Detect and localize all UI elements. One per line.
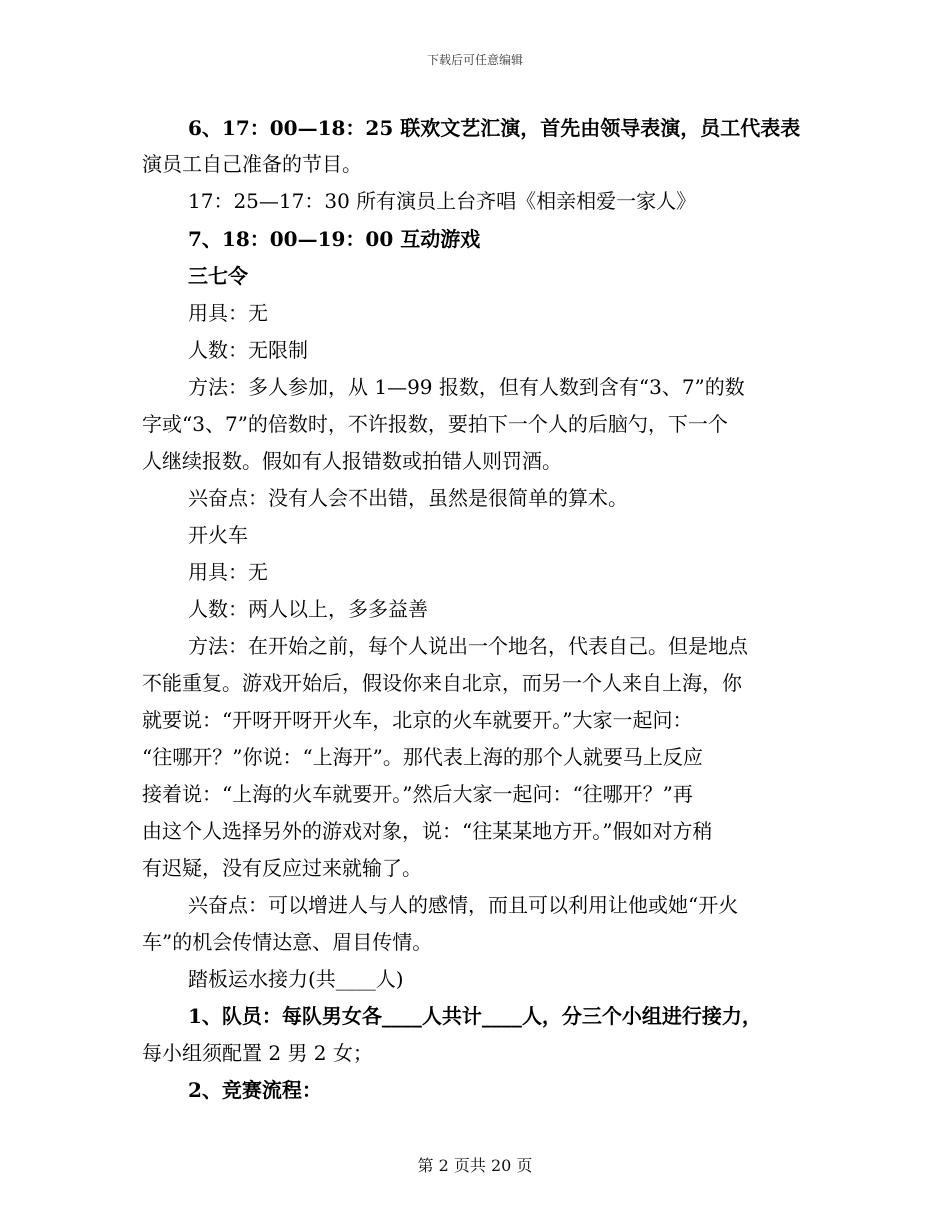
section-heading-sanqiling: 三七令 <box>188 264 248 288</box>
paragraph-line: 用具：无 <box>188 560 268 584</box>
page-header: 下载后可任意编辑 <box>426 53 523 67</box>
paragraph-line: 每小组须配置 2 男 2 女； <box>142 1041 373 1065</box>
paragraph-line: 方法：在开始之前，每个人说出一个地名，代表自己。但是地点 <box>188 634 748 658</box>
paragraph-line: 兴奋点：没有人会不出错，虽然是很简单的算术。 <box>188 486 628 510</box>
section-heading-kaihuoche: 开火车 <box>188 523 248 547</box>
paragraph-line: 人数：无限制 <box>188 338 308 362</box>
paragraph-line: 不能重复。游戏开始后，假设你来自北京，而另一个人来自上海，你 <box>142 671 742 695</box>
paragraph-line: 就要说：“开呀开呀开火车，北京的火车就要开。”大家一起问： <box>142 708 693 732</box>
paragraph-line: 有迟疑，没有反应过来就输了。 <box>142 856 422 880</box>
list-item-1: 1、队员：每队男女各____人共计____人，分三个小组进行接力， <box>188 1004 762 1028</box>
paragraph-line: 接着说：“上海的火车就要开。”然后大家一起问：“往哪开？”再 <box>142 782 693 806</box>
paragraph-line: 车”的机会传情达意、眉目传情。 <box>142 930 433 954</box>
section-heading-relay: 踏板运水接力(共____人) <box>188 967 404 991</box>
paragraph-line: 人继续报数。假如有人报错数或拍错人则罚酒。 <box>142 449 562 473</box>
paragraph-line: 17：25—17：30 所有演员上台齐唱《相亲相爱一家人》 <box>188 189 697 213</box>
paragraph-line: 人数：两人以上，多多益善 <box>188 597 428 621</box>
list-item-2: 2、竞赛流程： <box>188 1078 322 1102</box>
paragraph-line: 方法：多人参加，从 1—99 报数，但有人数到含有“3、7”的数 <box>188 375 745 399</box>
paragraph-line: 字或“3、7”的倍数时，不许报数，要拍下一个人的后脑勺，下一个 <box>142 412 728 436</box>
paragraph-line: 用具：无 <box>188 301 268 325</box>
paragraph-line: “往哪开？”你说：“上海开”。那代表上海的那个人就要马上反应 <box>142 745 703 769</box>
program-item-6: 6、17：00—18：25 联欢文艺汇演，首先由领导表演，员工代表表 <box>188 116 801 140</box>
program-item-7: 7、18：00—19：00 互动游戏 <box>188 227 481 251</box>
page-footer: 第 2 页共 20 页 <box>417 1156 533 1175</box>
paragraph-line: 演员工自己准备的节目。 <box>142 152 362 176</box>
paragraph-line: 兴奋点：可以增进人与人的感情，而且可以利用让他或她“开火 <box>188 893 739 917</box>
paragraph-line: 由这个人选择另外的游戏对象，说：“往某某地方开。”假如对方稍 <box>142 819 713 843</box>
